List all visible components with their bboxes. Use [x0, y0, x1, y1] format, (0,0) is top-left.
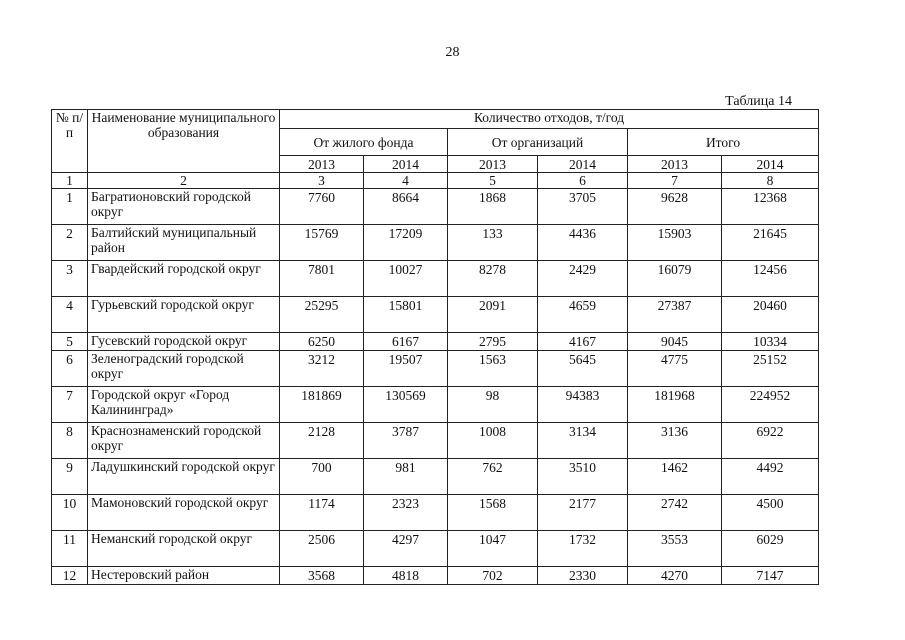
waste-value: 27387 [628, 297, 722, 333]
row-number: 12 [52, 567, 88, 585]
column-index: 1 [52, 173, 88, 189]
table-row [52, 297, 819, 333]
column-index-row [52, 173, 819, 189]
municipality-name: Гусевский городской округ [88, 333, 280, 351]
waste-value: 2429 [538, 261, 628, 297]
row-number: 4 [52, 297, 88, 333]
waste-value: 4436 [538, 225, 628, 261]
table-caption: Таблица 14 [725, 94, 792, 109]
waste-value: 4659 [538, 297, 628, 333]
header-year: 2014 [364, 156, 448, 173]
column-index: 3 [280, 173, 364, 189]
waste-value: 8278 [448, 261, 538, 297]
waste-value: 3787 [364, 423, 448, 459]
municipality-name: Гвардейский городской округ [88, 261, 280, 297]
row-number: 1 [52, 189, 88, 225]
waste-value: 1868 [448, 189, 538, 225]
waste-value: 98 [448, 387, 538, 423]
row-number: 2 [52, 225, 88, 261]
column-index: 2 [88, 173, 280, 189]
table-row [52, 567, 819, 585]
municipality-name: Багратионовский городской округ [88, 189, 280, 225]
waste-value: 21645 [722, 225, 819, 261]
row-number: 3 [52, 261, 88, 297]
waste-value: 2330 [538, 567, 628, 585]
waste-value: 702 [448, 567, 538, 585]
waste-value: 3136 [628, 423, 722, 459]
waste-value: 16079 [628, 261, 722, 297]
waste-value: 7147 [722, 567, 819, 585]
waste-value: 10027 [364, 261, 448, 297]
municipality-name: Краснознаменский городской округ [88, 423, 280, 459]
waste-value: 3134 [538, 423, 628, 459]
waste-value: 1008 [448, 423, 538, 459]
waste-value: 7760 [280, 189, 364, 225]
waste-value: 1174 [280, 495, 364, 531]
table-row [52, 225, 819, 261]
waste-value: 9628 [628, 189, 722, 225]
waste-value: 181968 [628, 387, 722, 423]
header-group-organizations: От организаций [448, 129, 628, 156]
waste-value: 6029 [722, 531, 819, 567]
waste-value: 1563 [448, 351, 538, 387]
waste-value: 12368 [722, 189, 819, 225]
row-number: 6 [52, 351, 88, 387]
waste-value: 4775 [628, 351, 722, 387]
header-year: 2013 [448, 156, 538, 173]
waste-value: 700 [280, 459, 364, 495]
waste-value: 17209 [364, 225, 448, 261]
header-group-residential: От жилого фонда [280, 129, 448, 156]
header-quantity: Количество отходов, т/год [280, 110, 819, 129]
row-number: 7 [52, 387, 88, 423]
waste-value: 25295 [280, 297, 364, 333]
waste-value: 6922 [722, 423, 819, 459]
waste-value: 3705 [538, 189, 628, 225]
municipality-name: Зеленоградский городской округ [88, 351, 280, 387]
table-row [52, 333, 819, 351]
header-num: № п/п [52, 110, 88, 173]
column-index: 7 [628, 173, 722, 189]
municipality-name: Мамоновский городской округ [88, 495, 280, 531]
waste-value: 4500 [722, 495, 819, 531]
waste-value: 130569 [364, 387, 448, 423]
waste-value: 10334 [722, 333, 819, 351]
waste-value: 2506 [280, 531, 364, 567]
waste-value: 3553 [628, 531, 722, 567]
header-year: 2013 [280, 156, 364, 173]
waste-value: 2742 [628, 495, 722, 531]
waste-value: 19507 [364, 351, 448, 387]
column-index: 4 [364, 173, 448, 189]
waste-value: 4270 [628, 567, 722, 585]
waste-value: 15903 [628, 225, 722, 261]
waste-value: 762 [448, 459, 538, 495]
waste-value: 2128 [280, 423, 364, 459]
table-body [52, 110, 819, 585]
header-name: Наименование муниципального образования [88, 110, 280, 173]
header-group-total: Итого [628, 129, 819, 156]
waste-value: 20460 [722, 297, 819, 333]
municipality-name: Городской округ «Город Калининград» [88, 387, 280, 423]
row-number: 10 [52, 495, 88, 531]
table-row [52, 189, 819, 225]
header-year: 2014 [538, 156, 628, 173]
waste-value: 3568 [280, 567, 364, 585]
waste-value: 6167 [364, 333, 448, 351]
column-index: 8 [722, 173, 819, 189]
waste-value: 4492 [722, 459, 819, 495]
municipality-name: Неманский городской округ [88, 531, 280, 567]
waste-value: 94383 [538, 387, 628, 423]
table-row [52, 459, 819, 495]
row-number: 9 [52, 459, 88, 495]
waste-value: 133 [448, 225, 538, 261]
waste-table [51, 109, 819, 585]
waste-value: 2795 [448, 333, 538, 351]
table-row [52, 387, 819, 423]
municipality-name: Гурьевский городской округ [88, 297, 280, 333]
waste-value: 15801 [364, 297, 448, 333]
waste-value: 3212 [280, 351, 364, 387]
waste-value: 1047 [448, 531, 538, 567]
waste-value: 25152 [722, 351, 819, 387]
column-index: 6 [538, 173, 628, 189]
waste-value: 4167 [538, 333, 628, 351]
waste-value: 2091 [448, 297, 538, 333]
table-row [52, 531, 819, 567]
waste-value: 3510 [538, 459, 628, 495]
waste-value: 1732 [538, 531, 628, 567]
row-number: 5 [52, 333, 88, 351]
row-number: 8 [52, 423, 88, 459]
waste-value: 5645 [538, 351, 628, 387]
waste-value: 2177 [538, 495, 628, 531]
waste-value: 9045 [628, 333, 722, 351]
waste-value: 224952 [722, 387, 819, 423]
waste-value: 6250 [280, 333, 364, 351]
waste-value: 15769 [280, 225, 364, 261]
waste-value: 2323 [364, 495, 448, 531]
waste-value: 4297 [364, 531, 448, 567]
waste-value: 1568 [448, 495, 538, 531]
table-row [52, 261, 819, 297]
page-number: 28 [445, 45, 460, 60]
waste-value: 4818 [364, 567, 448, 585]
waste-value: 8664 [364, 189, 448, 225]
municipality-name: Балтийский муниципальный район [88, 225, 280, 261]
waste-value: 181869 [280, 387, 364, 423]
header-year: 2013 [628, 156, 722, 173]
column-index: 5 [448, 173, 538, 189]
municipality-name: Ладушкинский городской округ [88, 459, 280, 495]
waste-value: 7801 [280, 261, 364, 297]
waste-value: 1462 [628, 459, 722, 495]
waste-value: 12456 [722, 261, 819, 297]
waste-value: 981 [364, 459, 448, 495]
header-year: 2014 [722, 156, 819, 173]
row-number: 11 [52, 531, 88, 567]
table-row [52, 423, 819, 459]
table-row [52, 495, 819, 531]
table-row [52, 351, 819, 387]
municipality-name: Нестеровский район [88, 567, 280, 585]
